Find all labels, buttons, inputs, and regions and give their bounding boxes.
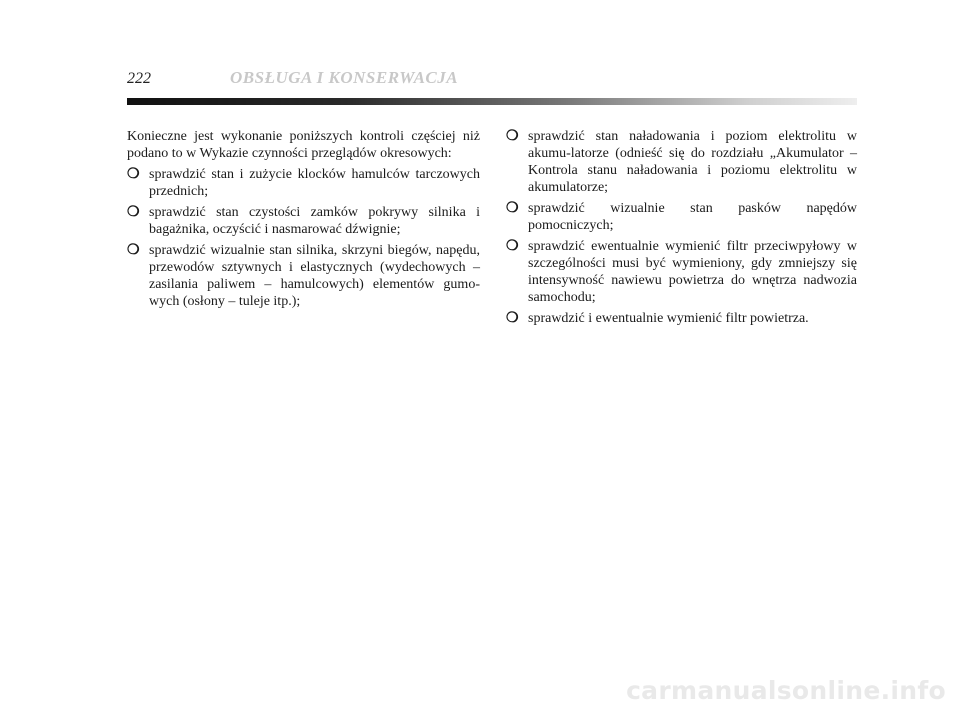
bullet-circle-icon: ❍ bbox=[506, 201, 519, 216]
section-title: OBSŁUGA I KONSERWACJA bbox=[230, 68, 459, 87]
list-item-text: sprawdzić i ewentualnie wymienić filtr powietrza. bbox=[528, 311, 809, 326]
header-bar bbox=[127, 98, 857, 105]
page-number: 222 bbox=[127, 70, 151, 87]
bullet-circle-icon: ❍ bbox=[127, 243, 140, 258]
intro-paragraph: Konieczne jest wykonanie poniższych kontroli częściej niż podano to w Wykazie czynności przeglądów okresowych: bbox=[127, 129, 480, 161]
list-item bbox=[127, 242, 480, 310]
list-item-text: sprawdzić ewentualnie wymienić filtr przeciwpyłowy w szczególności musi być wymieniony, gdy zmniejszy się intensywność nawiewu powietrza do wnętrza nadwozia samochodu; bbox=[528, 239, 857, 305]
bullet-circle-icon: ❍ bbox=[506, 129, 519, 144]
bullet-circle-icon: ❍ bbox=[506, 239, 519, 254]
list-item bbox=[506, 238, 857, 306]
left-column bbox=[127, 128, 480, 314]
watermark: carmanualsonline.info bbox=[626, 676, 946, 705]
right-column bbox=[506, 128, 857, 331]
list-item bbox=[127, 204, 480, 238]
list-item-text: sprawdzić stan i zużycie klocków hamulców tarczowych przednich; bbox=[149, 167, 480, 199]
list-item-text: sprawdzić stan naładowania i poziom elektrolitu w akumu-latorze (odnieść się do rozdziału „Akumulator – Kontrola stanu naładowania i poziomu elektrolitu w akumulatorze; bbox=[528, 129, 857, 195]
list-item-text: sprawdzić stan czystości zamków pokrywy silnika i bagażnika, oczyścić i nasmarować dźwignie; bbox=[149, 205, 480, 237]
bullet-circle-icon: ❍ bbox=[127, 167, 140, 182]
bullet-circle-icon: ❍ bbox=[127, 205, 140, 220]
list-item bbox=[506, 200, 857, 234]
list-item-text: sprawdzić wizualnie stan pasków napędów pomocniczych; bbox=[528, 201, 857, 233]
bullet-circle-icon: ❍ bbox=[506, 311, 519, 326]
list-item bbox=[127, 166, 480, 200]
list-item bbox=[506, 128, 857, 196]
list-item bbox=[506, 310, 857, 327]
list-item-text: sprawdzić wizualnie stan silnika, skrzyni biegów, napędu, przewodów sztywnych i elastycznych (wydechowych – zasilania paliwem – hamulcowych) elementów gumo-wych (osłony – tuleje itp.); bbox=[149, 243, 480, 309]
